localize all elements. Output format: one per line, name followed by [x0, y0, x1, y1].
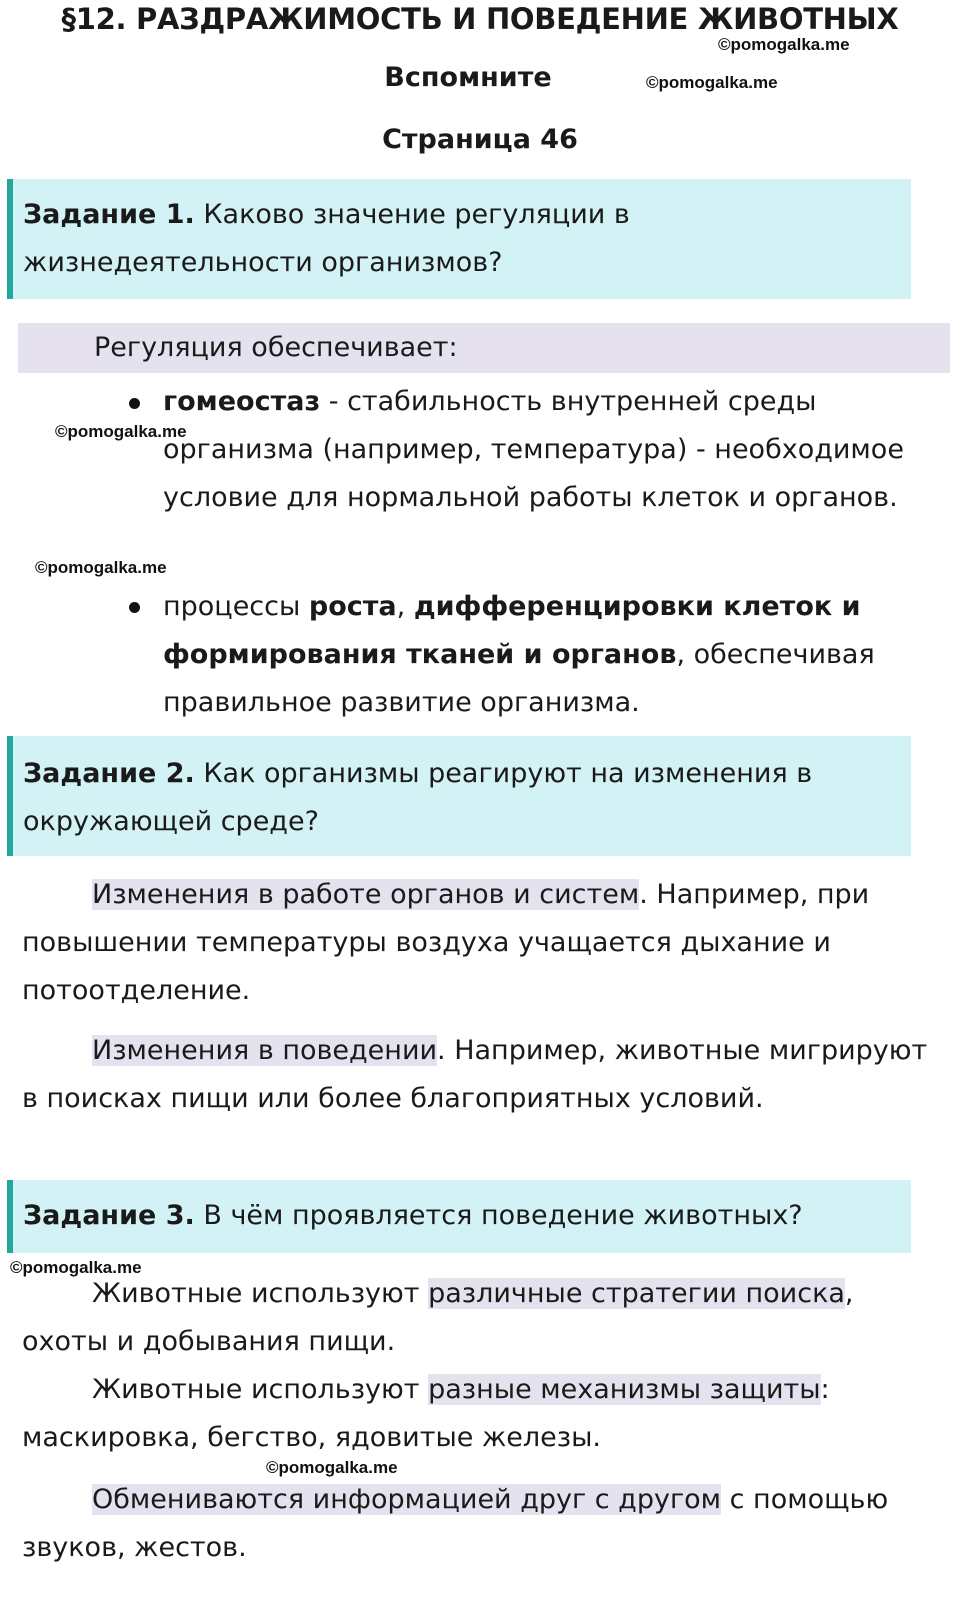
- task-3-answer-1: [22, 1270, 937, 1366]
- task-1-intro: Регуляция обеспечивает:: [18, 323, 950, 373]
- task-1-bullet-2: [163, 583, 923, 727]
- bullet-2-term-2: дифференцировки клеток и формирования тканей и органов: [163, 591, 861, 670]
- answer-text: с помощью звуков, жестов.: [22, 1484, 889, 1563]
- answer-text: Животные используют: [92, 1374, 429, 1405]
- task-2-label: Задание 2.: [23, 758, 195, 789]
- highlight: разные механизмы защиты: [428, 1374, 821, 1405]
- highlight: Обмениваются информацией друг с другом: [92, 1484, 722, 1515]
- task-1-question: Каково значение регуляции в жизнедеятельности организмов?: [23, 199, 630, 278]
- task-2-answer-2: [22, 1027, 937, 1123]
- bullet-icon: [129, 602, 140, 613]
- watermark: ©pomogalka.me: [55, 422, 187, 441]
- watermark: ©pomogalka.me: [35, 558, 167, 577]
- task-2-box: [7, 736, 911, 856]
- page-title: §12. РАЗДРАЖИМОСТЬ И ПОВЕДЕНИЕ ЖИВОТНЫХ: [61, 2, 899, 36]
- bullet-2-part-1: процессы: [163, 591, 309, 622]
- bullet-1-term: гомеостаз: [163, 386, 321, 417]
- task-2-answer-1: [22, 871, 937, 1015]
- bullet-2-part-2: ,: [396, 591, 414, 622]
- bullet-2-part-3: , обеспечивая правильное развитие организма.: [163, 639, 875, 718]
- answer-text: , охоты и добывания пищи.: [22, 1278, 854, 1357]
- highlight: различные стратегии поиска: [428, 1278, 845, 1309]
- task-3-question: В чём проявляется поведение животных?: [194, 1200, 803, 1231]
- task-1-bullet-1: [163, 378, 923, 522]
- bullet-1-text: - стабильность внутренней среды организма (например, температура) - необходимое условие для нормальной работы клеток и органов.: [163, 386, 904, 513]
- bullet-icon: [129, 398, 140, 409]
- task-1-label: Задание 1.: [23, 199, 195, 230]
- task-3-label: Задание 3.: [23, 1200, 195, 1231]
- section-heading: Вспомните: [384, 62, 552, 93]
- answer-text: Животные используют: [92, 1278, 429, 1309]
- task-3-box: [7, 1180, 911, 1253]
- watermark: ©pomogalka.me: [718, 35, 850, 54]
- highlight: Изменения в поведении: [92, 1035, 438, 1066]
- answer-text: . Например, при повышении температуры воздуха учащается дыхание и потоотделение.: [22, 879, 870, 1006]
- answer-text: : маскировка, бегство, ядовитые железы.: [22, 1374, 830, 1453]
- bullet-2-term-1: роста: [308, 591, 397, 622]
- watermark: ©pomogalka.me: [646, 73, 778, 92]
- task-3-answer-2: [22, 1366, 937, 1462]
- watermark: ©pomogalka.me: [10, 1258, 142, 1277]
- watermark: ©pomogalka.me: [266, 1458, 398, 1477]
- answer-text: . Например, животные мигрируют в поисках пищи или более благоприятных условий.: [22, 1035, 928, 1114]
- highlight: Изменения в работе органов и систем: [92, 879, 640, 910]
- task-1-box: [7, 179, 911, 299]
- task-3-answer-3: [22, 1476, 937, 1572]
- page-number: Страница 46: [382, 124, 578, 155]
- task-2-question: Как организмы реагируют на изменения в окружающей среде?: [23, 758, 813, 837]
